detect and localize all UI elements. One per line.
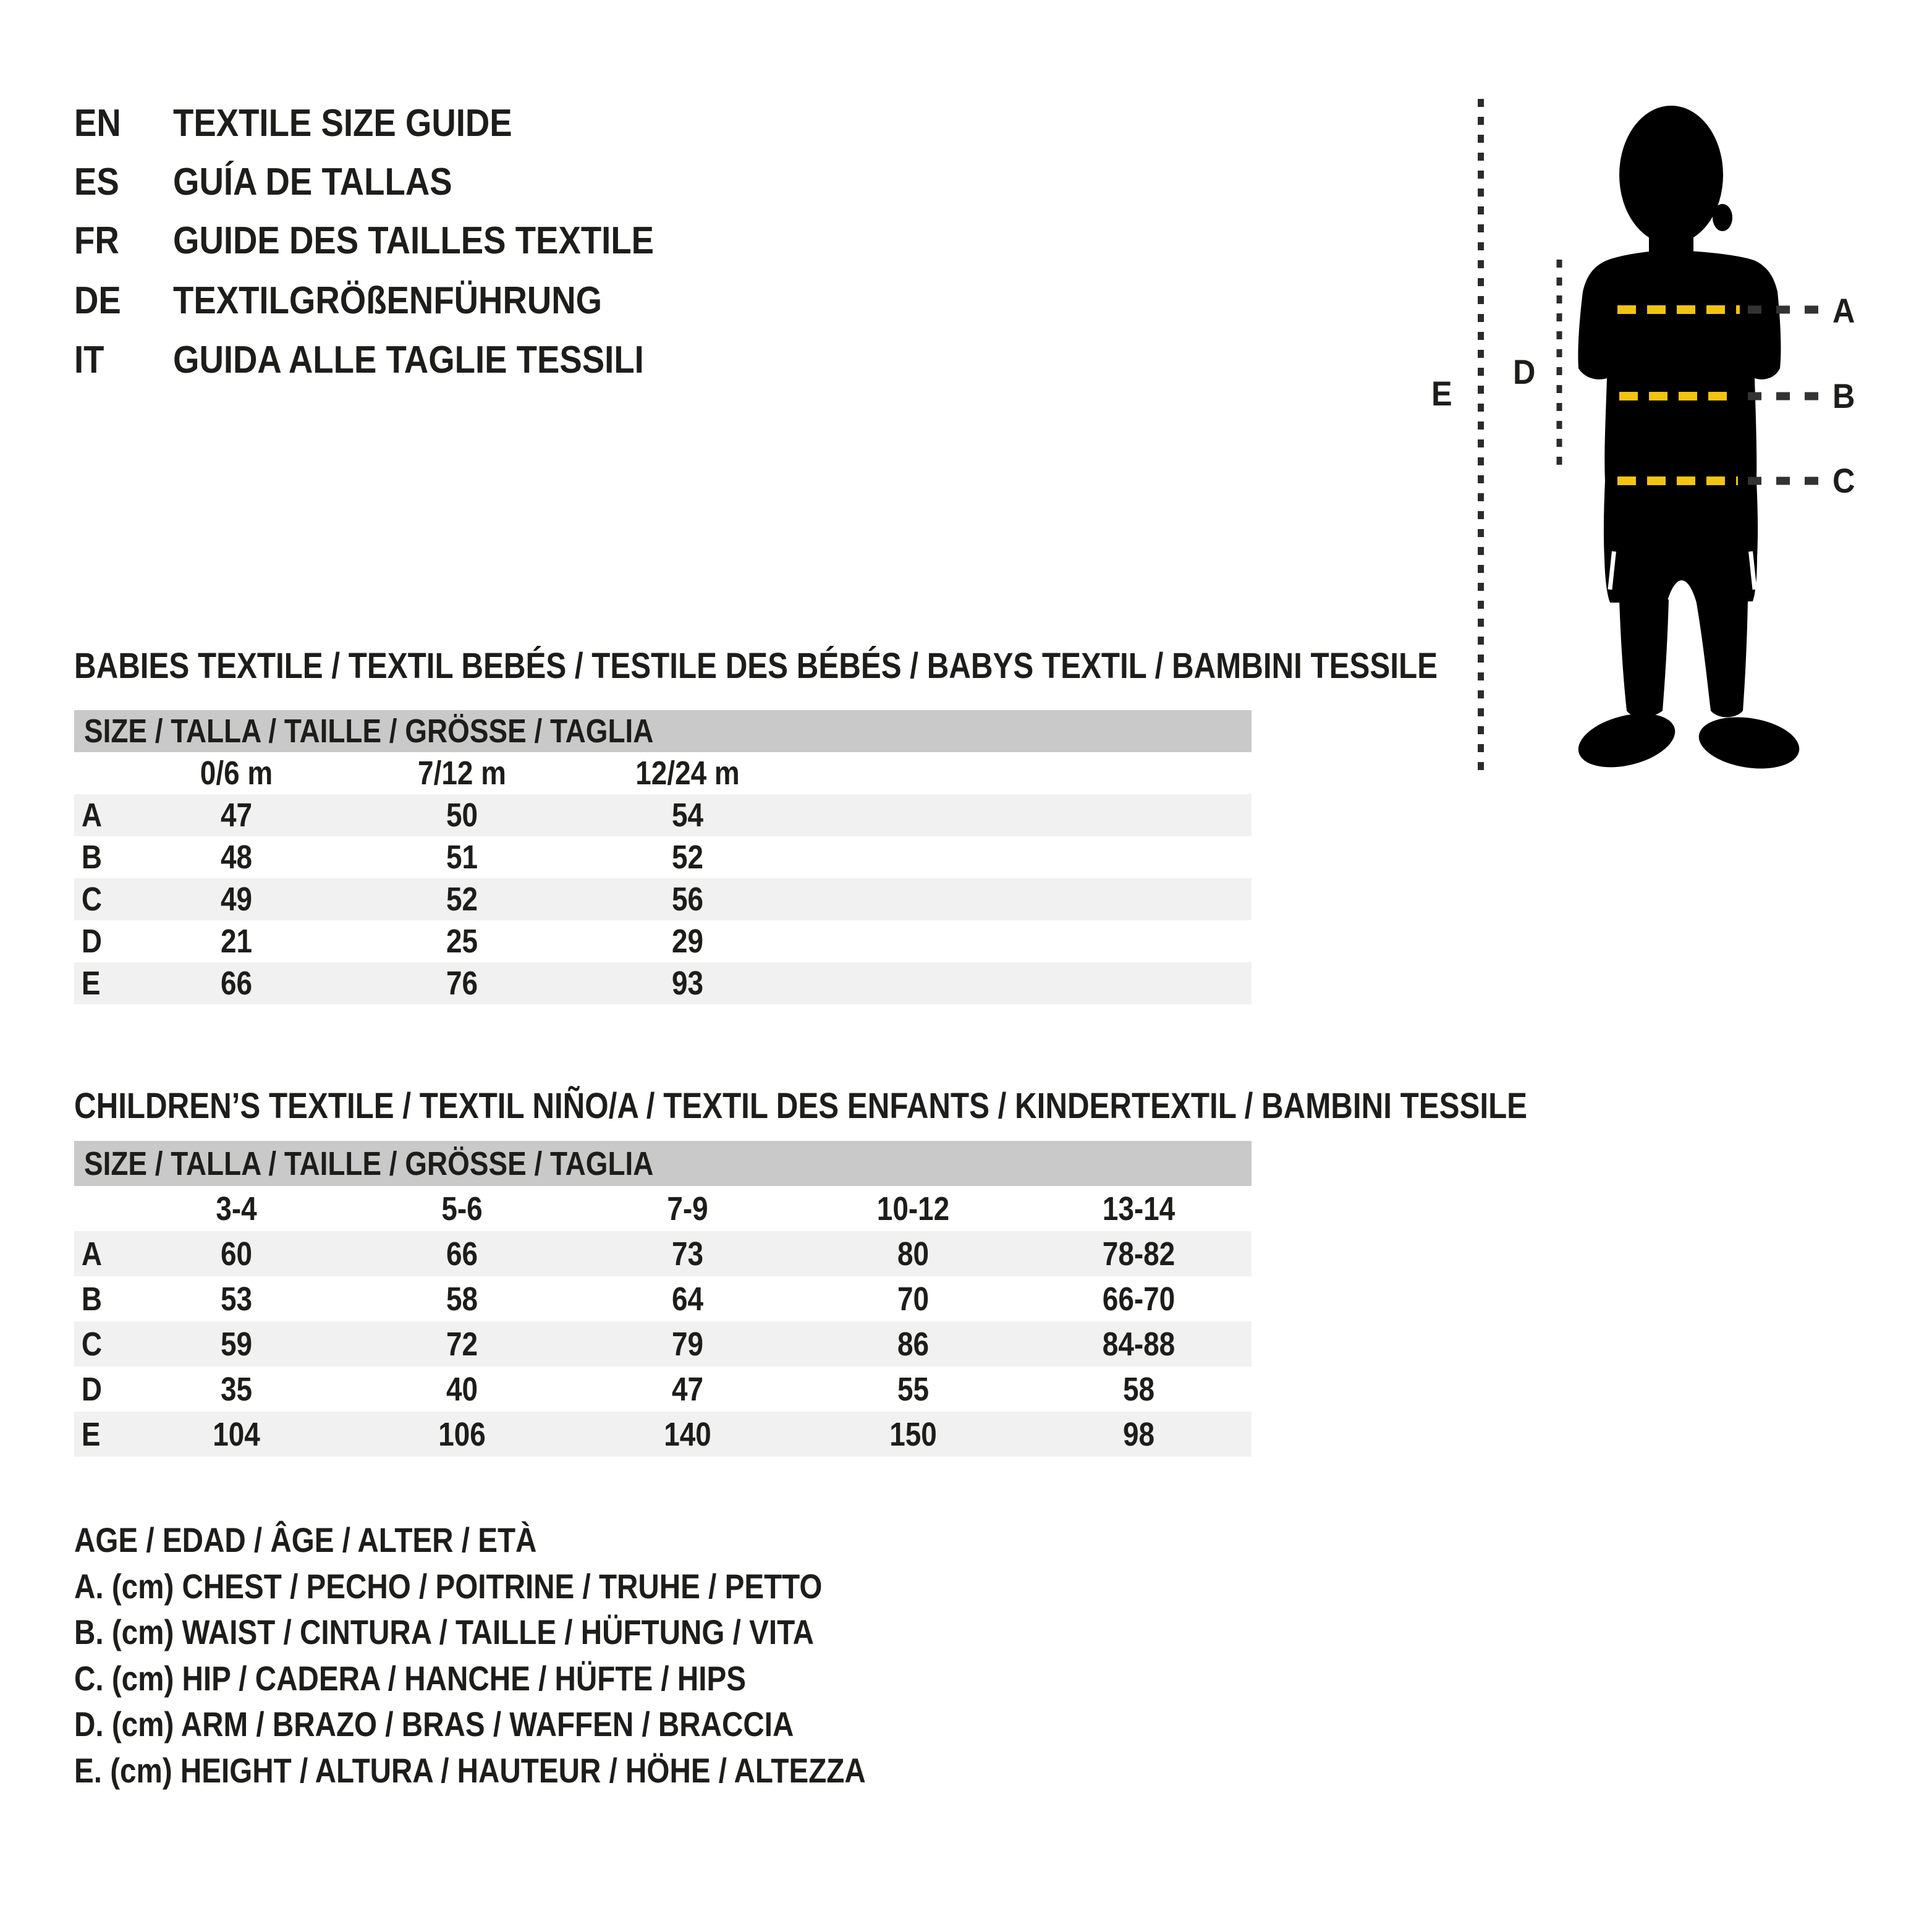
cell: 70 bbox=[897, 1280, 930, 1318]
column-header: 7/12 m bbox=[418, 755, 506, 792]
cell: 80 bbox=[897, 1235, 930, 1273]
lang-title: GUÍA DE TALLAS bbox=[173, 161, 452, 203]
table-row bbox=[74, 794, 1252, 836]
cell: 29 bbox=[671, 923, 704, 960]
cell: 106 bbox=[438, 1415, 486, 1453]
cell: 47 bbox=[671, 1370, 704, 1408]
children-size-table bbox=[74, 1141, 1252, 1457]
legend-hip: C. (cm) HIP / CADERA / HANCHE / HÜFTE / HIPS bbox=[74, 1658, 746, 1698]
column-header: 12/24 m bbox=[635, 755, 740, 792]
lang-code: ES bbox=[74, 161, 119, 203]
table-row bbox=[74, 1276, 1252, 1321]
row-label: B bbox=[81, 1280, 103, 1318]
lang-code: EN bbox=[74, 102, 121, 145]
figure-label-chest-a: A bbox=[1832, 291, 1855, 330]
row-label: B bbox=[81, 839, 103, 876]
legend-arm: D. (cm) ARM / BRAZO / BRAS / WAFFEN / BRACCIA bbox=[74, 1705, 794, 1744]
row-label: A bbox=[81, 797, 103, 834]
cell: 52 bbox=[671, 839, 704, 876]
row-label: E bbox=[81, 1415, 101, 1453]
cell: 64 bbox=[671, 1280, 704, 1318]
row-label: E bbox=[81, 965, 101, 1002]
cell: 51 bbox=[446, 839, 478, 876]
cell: 140 bbox=[664, 1415, 711, 1453]
row-label: D bbox=[81, 1370, 103, 1408]
lang-title: TEXTILGRÖßENFÜHRUNG bbox=[173, 279, 603, 322]
column-header: 10-12 bbox=[876, 1190, 950, 1227]
cell: 48 bbox=[220, 839, 253, 876]
table-row bbox=[74, 1366, 1252, 1412]
lang-code: DE bbox=[74, 279, 121, 322]
lang-code: IT bbox=[74, 339, 104, 381]
cell: 79 bbox=[671, 1325, 704, 1363]
cell: 86 bbox=[897, 1325, 930, 1363]
cell: 66-70 bbox=[1102, 1280, 1176, 1318]
table-row bbox=[74, 962, 1252, 1004]
table-row bbox=[74, 836, 1252, 878]
children-section-title: CHILDREN’S TEXTILE / TEXTIL NIÑO/A / TEXTIL DES ENFANTS / KINDERTEXTIL / BAMBINI TESSILE bbox=[74, 1086, 1528, 1126]
cell: 58 bbox=[1122, 1370, 1155, 1408]
table-row bbox=[74, 920, 1252, 962]
cell: 150 bbox=[889, 1415, 937, 1453]
cell: 56 bbox=[671, 881, 704, 918]
cell: 40 bbox=[446, 1370, 478, 1408]
babies-section-title: BABIES TEXTILE / TEXTIL BEBÉS / TESTILE DES BÉBÉS / BABYS TEXTIL / BAMBINI TESSILE bbox=[74, 646, 1438, 686]
table-row bbox=[74, 1231, 1252, 1276]
cell: 98 bbox=[1122, 1415, 1155, 1453]
cell: 55 bbox=[897, 1370, 930, 1408]
lang-title: GUIDE DES TAILLES TEXTILE bbox=[173, 219, 655, 262]
cell: 73 bbox=[671, 1235, 704, 1273]
babies-column-header-row bbox=[74, 752, 1252, 794]
cell: 84-88 bbox=[1102, 1325, 1176, 1363]
cell: 93 bbox=[671, 965, 704, 1002]
measurement-legend bbox=[74, 1517, 1006, 1794]
figure-label-hip-c: C bbox=[1832, 461, 1855, 500]
figure-label-height-e: E bbox=[1431, 374, 1452, 413]
cell: 53 bbox=[220, 1280, 253, 1318]
cell: 72 bbox=[446, 1325, 478, 1363]
cell: 54 bbox=[671, 797, 704, 834]
cell: 52 bbox=[446, 881, 478, 918]
cell: 59 bbox=[220, 1325, 253, 1363]
cell: 76 bbox=[446, 965, 478, 1002]
column-header: 0/6 m bbox=[200, 755, 273, 792]
legend-height: E. (cm) HEIGHT / ALTURA / HAUTEUR / HÖHE / ALTEZZA bbox=[74, 1750, 866, 1790]
babies-size-header-bar: SIZE / TALLA / TAILLE / GRÖSSE / TAGLIA bbox=[74, 710, 1252, 752]
row-label: C bbox=[81, 881, 103, 918]
lang-title: GUIDA ALLE TAGLIE TESSILI bbox=[173, 339, 644, 381]
cell: 60 bbox=[220, 1235, 253, 1273]
cell: 58 bbox=[446, 1280, 478, 1318]
row-label: A bbox=[81, 1235, 103, 1273]
cell: 35 bbox=[220, 1370, 253, 1408]
row-label: D bbox=[81, 923, 103, 960]
cell: 49 bbox=[220, 881, 253, 918]
children-column-header-row bbox=[74, 1186, 1252, 1231]
cell: 47 bbox=[220, 797, 253, 834]
figure-label-waist-b: B bbox=[1832, 376, 1855, 415]
figure-label-arm-d: D bbox=[1513, 352, 1536, 391]
table-row bbox=[74, 1321, 1252, 1366]
column-header: 5-6 bbox=[441, 1190, 483, 1227]
column-header: 3-4 bbox=[216, 1190, 257, 1227]
table-row bbox=[74, 1412, 1252, 1457]
column-header: 7-9 bbox=[667, 1190, 708, 1227]
babies-size-table bbox=[74, 710, 1252, 1004]
legend-waist: B. (cm) WAIST / CINTURA / TAILLE / HÜFTUNG / VITA bbox=[74, 1612, 814, 1652]
table-row bbox=[74, 878, 1252, 920]
child-measure-diagram bbox=[1409, 74, 1932, 803]
legend-chest: A. (cm) CHEST / PECHO / POITRINE / TRUHE / PETTO bbox=[74, 1566, 823, 1606]
cell: 25 bbox=[446, 923, 478, 960]
cell: 66 bbox=[446, 1235, 478, 1273]
row-label: C bbox=[81, 1325, 103, 1363]
cell: 78-82 bbox=[1102, 1235, 1176, 1273]
lang-code: FR bbox=[74, 219, 119, 262]
cell: 66 bbox=[220, 965, 253, 1002]
cell: 50 bbox=[446, 797, 478, 834]
lang-title: TEXTILE SIZE GUIDE bbox=[173, 102, 512, 145]
cell: 21 bbox=[220, 923, 253, 960]
cell: 104 bbox=[213, 1415, 260, 1453]
column-header: 13-14 bbox=[1102, 1190, 1176, 1227]
legend-age: AGE / EDAD / ÂGE / ALTER / ETÀ bbox=[74, 1520, 537, 1559]
children-size-header-bar: SIZE / TALLA / TAILLE / GRÖSSE / TAGLIA bbox=[74, 1141, 1252, 1186]
